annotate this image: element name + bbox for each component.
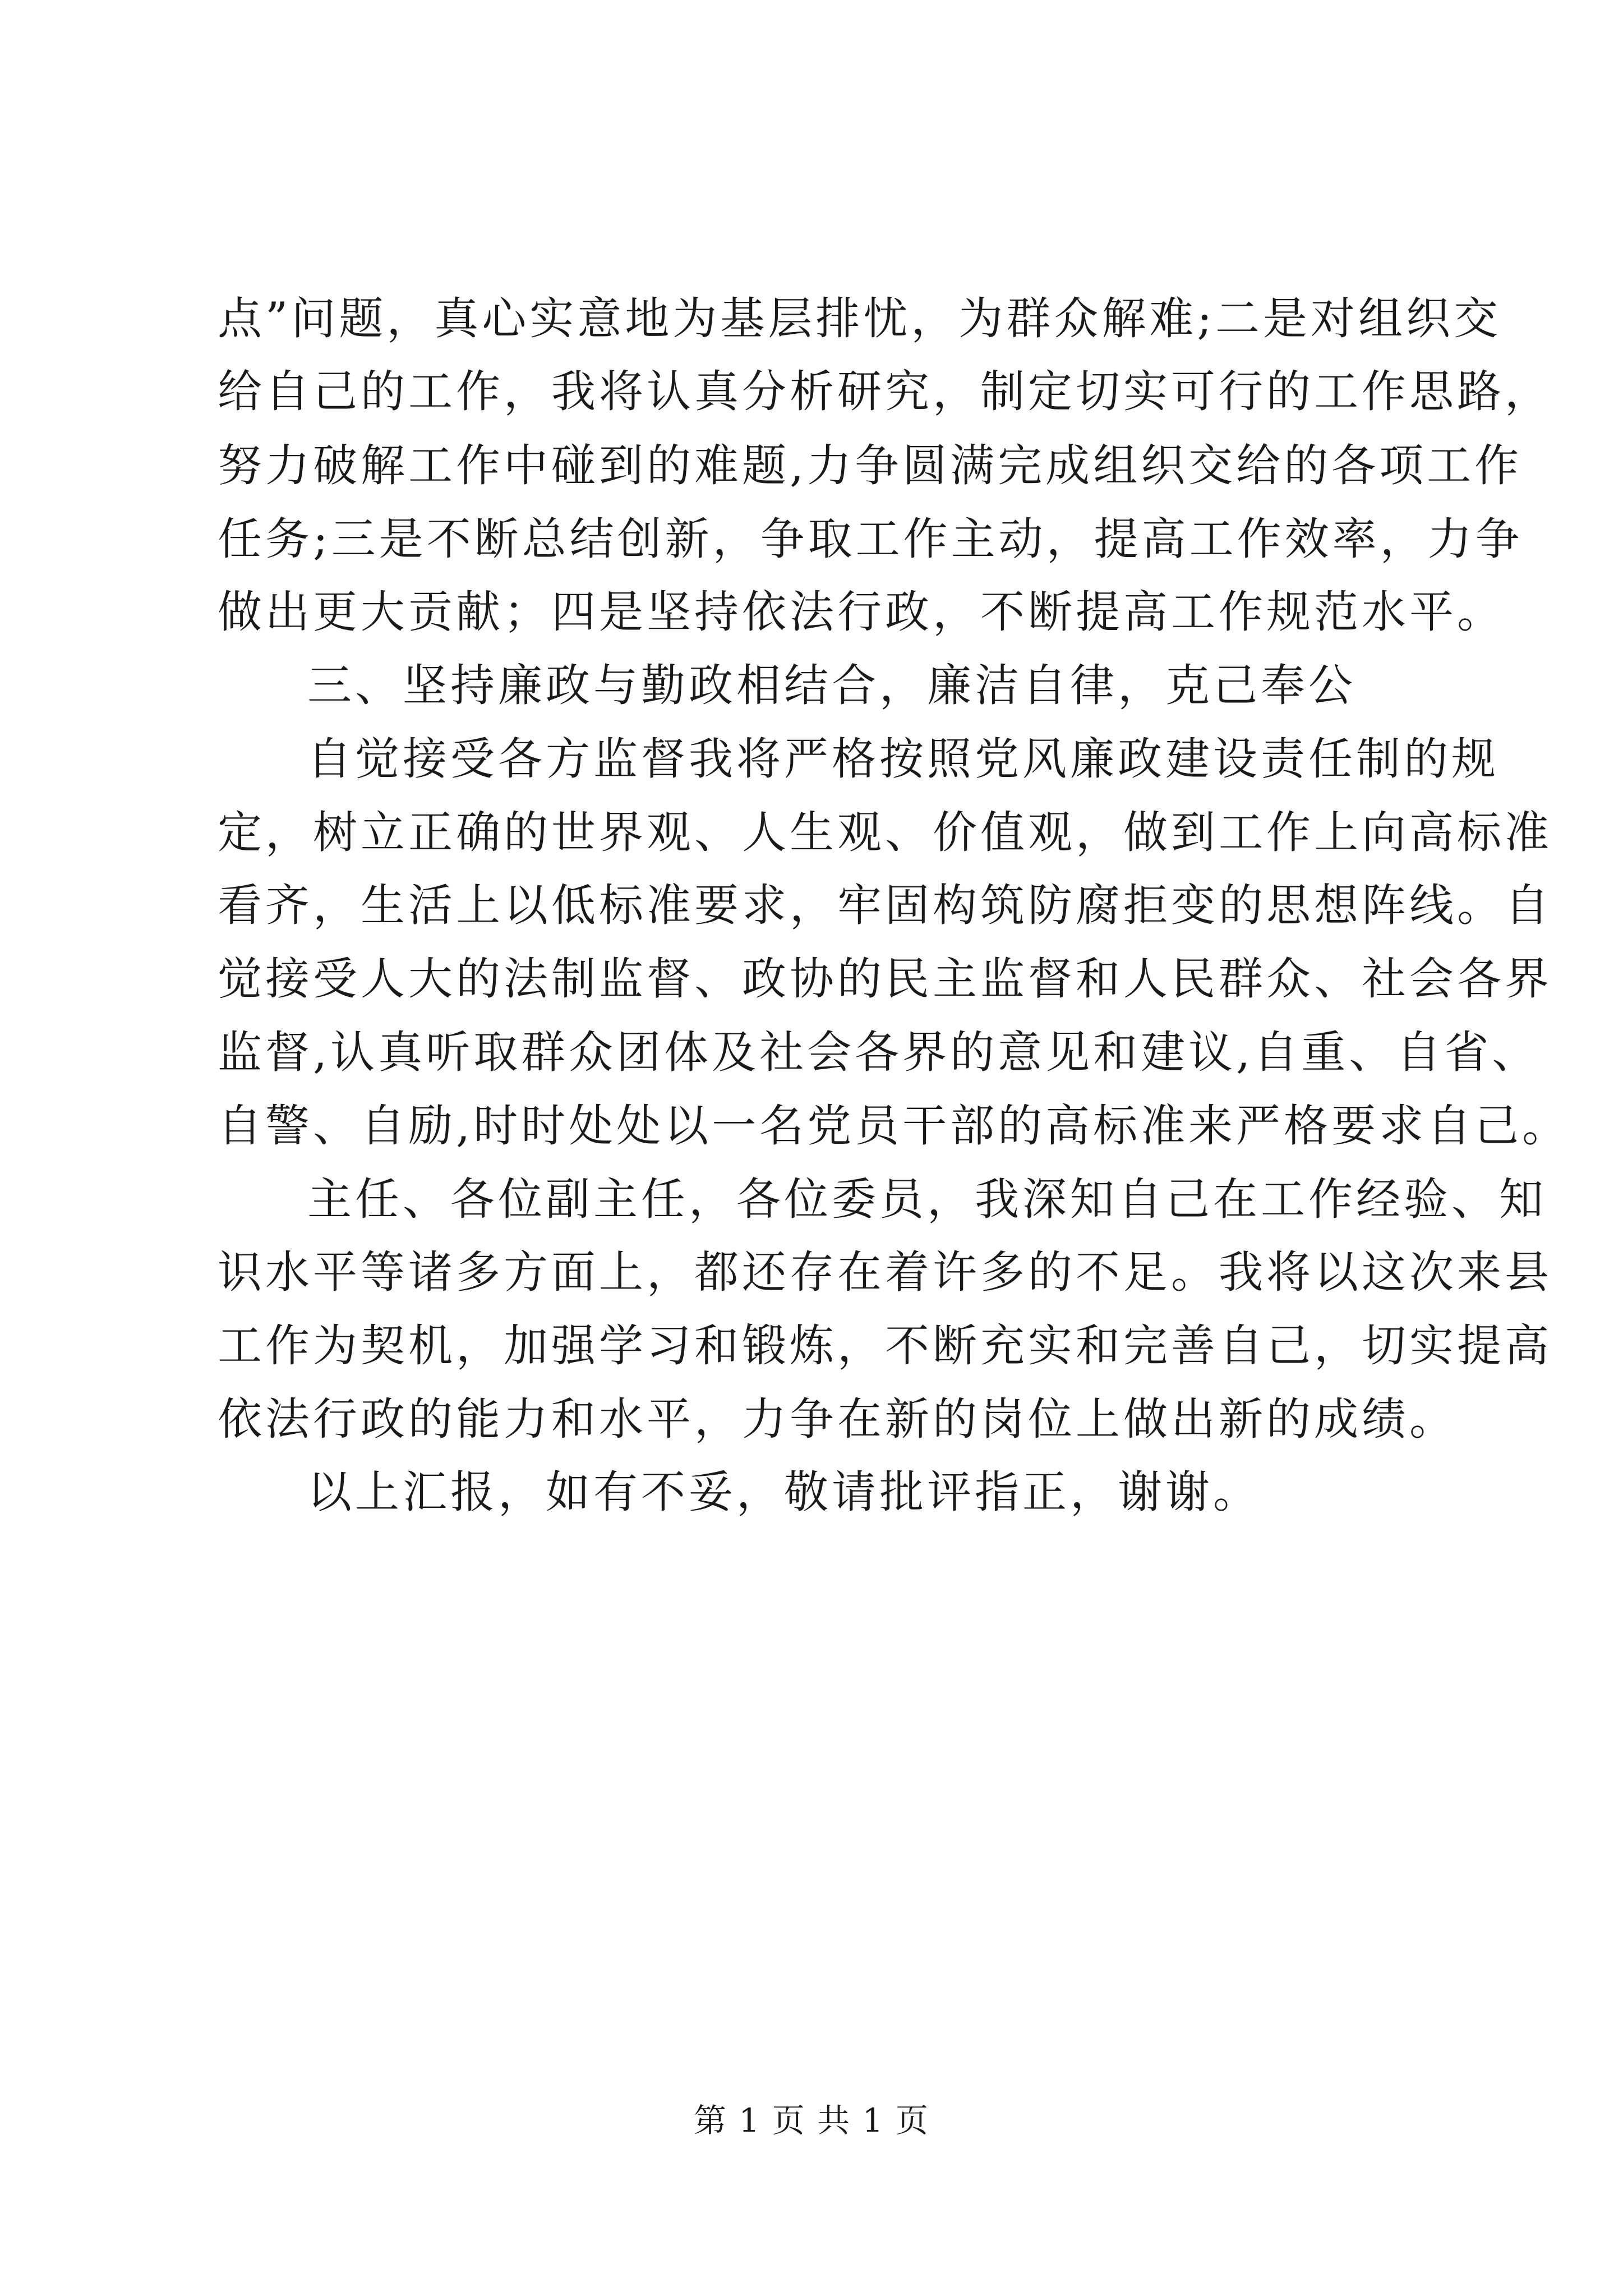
body-line: 依法行政的能力和水平，力争在新的岗位上做出新的成绩。 bbox=[218, 1393, 1457, 1445]
body-line: 自觉接受各方监督我将严格按照党风廉政建设责任制的规 bbox=[307, 733, 1499, 785]
body-line: 监督,认真听取群众团体及社会各界的意见和建议,自重、自省、 bbox=[218, 1027, 1540, 1078]
section-heading: 三、坚持廉政与勤政相结合，廉洁自律，克己奉公 bbox=[307, 660, 1356, 711]
body-line: 给自己的工作，我将认真分析研究，制定切实可行的工作思路， bbox=[218, 366, 1552, 417]
body-line: 自警、自励,时时处处以一名党员干部的高标准来严格要求自己。 bbox=[218, 1100, 1570, 1152]
closing-line: 以上汇报，如有不妥，敬请批评指正，谢谢。 bbox=[307, 1466, 1261, 1518]
body-line: 看齐，生活上以低标准要求，牢固构筑防腐拒变的思想阵线。自 bbox=[218, 880, 1552, 931]
page-footer: 第 1 页 共 1 页 bbox=[694, 2101, 929, 2139]
body-line: 点”问题，真心实意地为基层排忧，为群众解难;二是对组织交 bbox=[218, 293, 1502, 344]
body-line: 识水平等诸多方面上，都还存在着许多的不足。我将以这次来县 bbox=[218, 1246, 1552, 1298]
body-line: 任务;三是不断总结创新，争取工作主动，提高工作效率，力争 bbox=[218, 513, 1523, 565]
body-line: 觉接受人大的法制监督、政协的民主监督和人民群众、社会各界 bbox=[218, 953, 1552, 1005]
body-line: 做出更大贡献；四是坚持依法行政，不断提高工作规范水平。 bbox=[218, 586, 1505, 638]
body-line: 主任、各位副主任，各位委员，我深知自己在工作经验、知 bbox=[307, 1174, 1547, 1225]
body-line: 努力破解工作中碰到的难题,力争圆满完成组织交给的各项工作 bbox=[218, 440, 1523, 491]
body-line: 定，树立正确的世界观、人生观、价值观，做到工作上向高标准 bbox=[218, 807, 1552, 858]
body-line: 工作为契机，加强学习和锻炼，不断充实和完善自己，切实提高 bbox=[218, 1320, 1552, 1372]
